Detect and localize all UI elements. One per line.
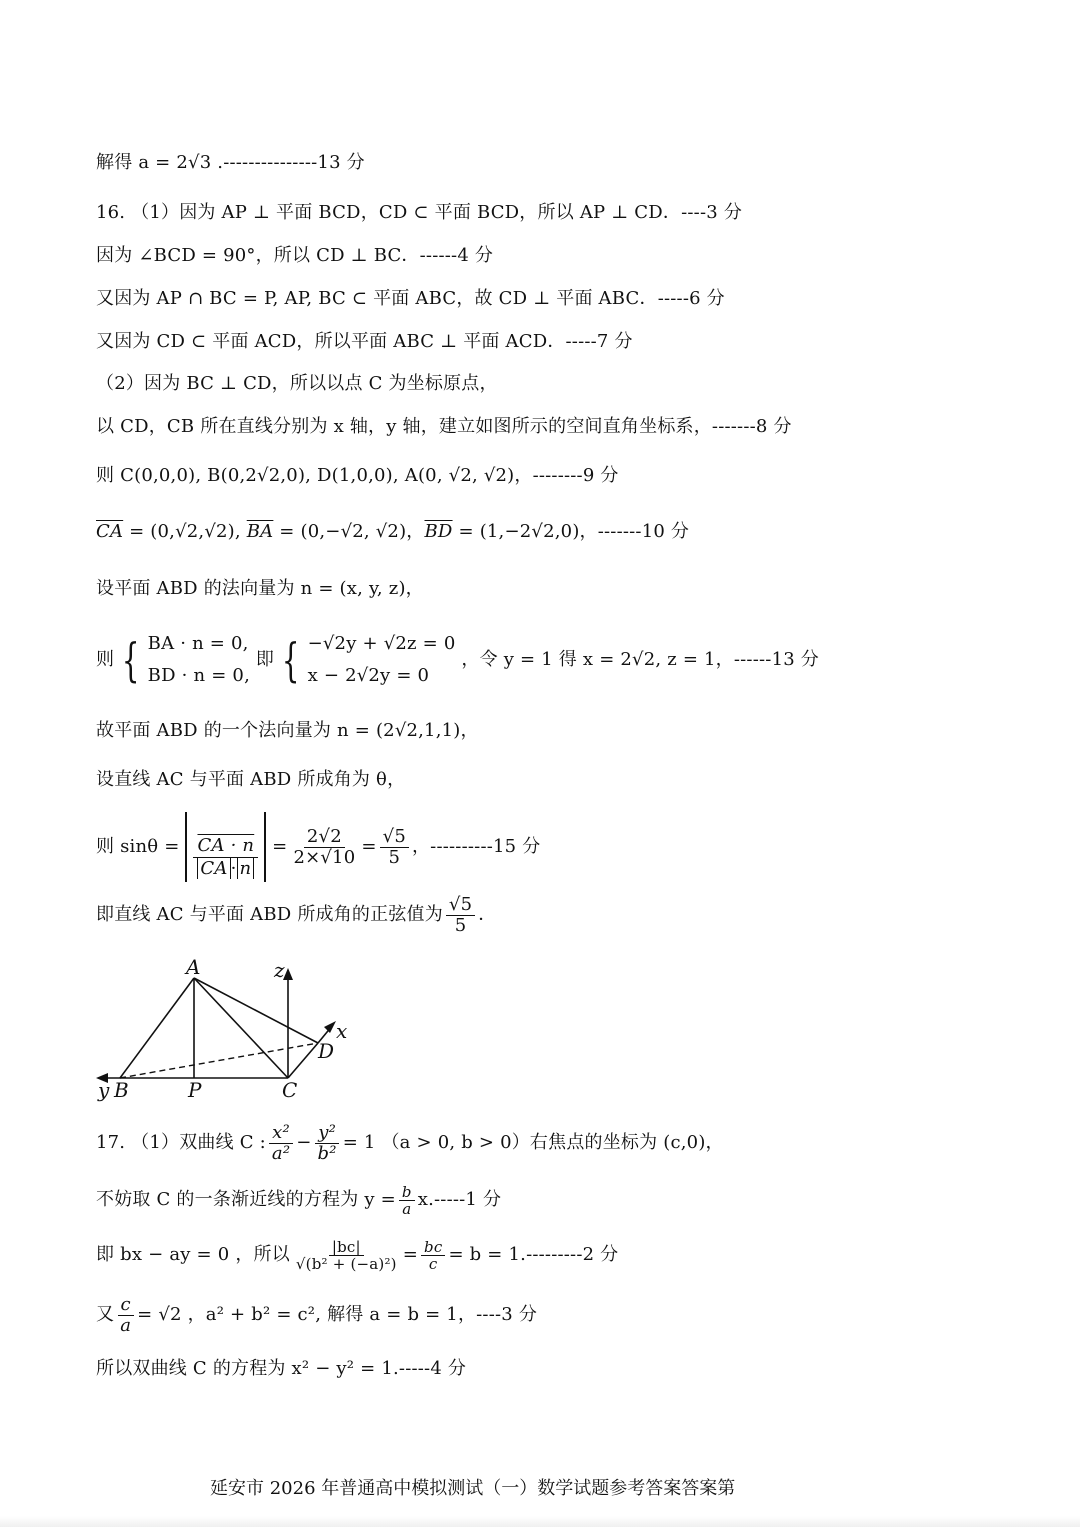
sine-fraction-2: $\frac{2√2}{2\times√10}$: [293, 825, 356, 868]
asymptote-frac: $\frac{b}{a}$: [399, 1184, 415, 1217]
edge-cd: [288, 1043, 318, 1078]
q16-sine-conclusion: [96, 888, 496, 942]
system1-row1: BA · n = 0,: [147, 633, 249, 654]
footer-fade: [735, 1466, 825, 1510]
sine-abs-fraction: $\frac{CA \cdot n}{\overline{CA} \cdot \overline{n}}$: [185, 812, 266, 882]
q16-part1-step4: 又因为 CD ⊂ 平面 ACD，所以平面 ABC ⊥ 平面 ACD．-----7 分: [96, 331, 633, 352]
ecc-frac: $\frac{c}{a}$: [117, 1295, 134, 1336]
distance-frac: $\frac{|bc|}{\text{√(b² + (−a)²)}}$: [295, 1237, 397, 1273]
distance-eq: =: [402, 1244, 419, 1265]
q17-eccentricity: [96, 1290, 537, 1340]
q16-coordinate-figure: [92, 950, 362, 1105]
label-z: z: [274, 958, 285, 982]
page-footer: 延安市 2026 年普通高中模拟测试（一）数学试题参考答案答案第: [210, 1478, 736, 1499]
system2-row2: x − 2√2y = 0: [307, 665, 430, 686]
label-d: D: [318, 1039, 335, 1063]
distance-suffix: = b = 1.---------2 分: [448, 1244, 619, 1265]
system-scalar-form: { −√2y + √2z = 0 x − 2√2y = 0: [274, 628, 455, 692]
q16-part2-vectors: [96, 519, 689, 545]
hyperbola-prefix: 17. （1）双曲线 C :: [96, 1132, 266, 1153]
label-a: A: [186, 955, 201, 979]
vector-bd: $\overline{BD}$: [424, 521, 453, 542]
label-c: C: [282, 1078, 298, 1102]
system1-row2: BD · n = 0,: [147, 665, 250, 686]
q16-part1-step1: 16. （1）因为 AP ⊥ 平面 BCD，CD ⊂ 平面 BCD，所以 AP ⊥ CD．----3 分: [96, 202, 743, 223]
vector-ca: $\overline{CA}$: [96, 521, 124, 542]
vector-ba: $\overline{BA}$: [246, 521, 274, 542]
ecc-prefix: 又: [96, 1304, 115, 1325]
vector-bd-value: = (1,−2√2,0)，-------10 分: [452, 521, 690, 542]
edge-ab: [120, 978, 194, 1078]
label-y: y: [98, 1078, 110, 1102]
vector-ca-value: = (0,√2,√2),: [123, 521, 247, 542]
hyperbola-suffix: = 1 （a > 0, b > 0）右焦点的坐标为 (c,0)，: [342, 1132, 724, 1153]
solution-line-a-value: 解得 a = 2√3 .---------------13 分: [96, 152, 365, 173]
label-p: P: [188, 1078, 202, 1102]
sine-prefix: 则 sinθ =: [96, 836, 180, 857]
q16-part2-axes: 以 CD，CB 所在直线分别为 x 轴，y 轴，建立如图所示的空间直角坐标系，-------8 分: [96, 416, 792, 437]
conclusion-text: 即直线 AC 与平面 ABD 所成角的正弦值为: [96, 904, 443, 925]
q17-part1-hyperbola: [96, 1118, 724, 1168]
abs-num: CA · n: [197, 835, 255, 856]
label-x: x: [336, 1019, 348, 1043]
q16-normal-vector-result: 故平面 ABD 的一个法向量为 n = (2√2,1,1)，: [96, 720, 479, 741]
asymptote-prefix: 不妨取 C 的一条渐近线的方程为 y =: [96, 1189, 396, 1210]
abs-den-b: $\overline{n}$: [237, 858, 255, 879]
conclusion-fraction: $\frac{√5}{5}$: [446, 895, 475, 936]
q16-part1-step3: 又因为 AP ∩ BC = P, AP, BC ⊂ 平面 ABC，故 CD ⊥ 平面 ABC．-----6 分: [96, 288, 725, 309]
q16-sine-computation: 则 sinθ = $\frac{CA \cdot n}{\overline{CA} \cdot \overline{n}}$ = $\frac{2√2}{2\times√10}$ = $\frac{√5}{5}$ ，----------15 分: [96, 812, 540, 882]
label-b: B: [114, 1078, 129, 1102]
q16-normal-vector-setup: 设平面 ABD 的法向量为 n = (x, y, z)，: [96, 578, 424, 599]
system-suffix: ，令 y = 1 得 x = 2√2, z = 1，------13 分: [461, 649, 819, 670]
ecc-suffix: = √2 ，a² + b² = c², 解得 a = b = 1，----3 分: [137, 1304, 538, 1325]
sine-suffix: ，----------15 分: [411, 836, 541, 857]
q16-normal-vector-system: [96, 628, 819, 692]
asymptote-suffix: x.-----1 分: [417, 1189, 502, 1210]
hyperbola-frac-y: $\frac{\text{y²}}{\text{b²}}$: [315, 1123, 340, 1164]
sine-fraction-3: $\frac{√5}{5}$: [380, 827, 409, 868]
q16-angle-setup: 设直线 AC 与平面 ABD 所成角为 θ，: [96, 769, 406, 790]
hyperbola-frac-x: $\frac{\text{x²}}{\text{a²}}$: [269, 1123, 293, 1164]
q17-asymptote: [96, 1180, 501, 1220]
q16-part2-origin: （2）因为 BC ⊥ CD，所以以点 C 为坐标原点，: [96, 373, 498, 394]
system-vector-form: { BA · n = 0, BD · n = 0,: [114, 628, 250, 692]
page-edge: [0, 1516, 1080, 1527]
vector-ba-value: = (0,−√2, √2)，: [273, 521, 425, 542]
q17-distance: [96, 1230, 618, 1280]
abs-den-a: $\overline{CA}$: [197, 858, 230, 879]
distance-frac2: $\frac{bc}{c}$: [421, 1239, 445, 1272]
axis-x-arrow: [324, 1021, 336, 1033]
system-mid: 即: [255, 649, 275, 670]
q16-part1-step2: 因为 ∠BCD = 90°，所以 CD ⊥ BC．------4 分: [96, 245, 494, 266]
hyperbola-minus: −: [296, 1132, 312, 1153]
conclusion-period: ．: [478, 904, 497, 925]
q17-equation: 所以双曲线 C 的方程为 x² − y² = 1.-----4 分: [96, 1358, 467, 1379]
edge-ad: [194, 978, 318, 1043]
edge-ac: [194, 978, 288, 1078]
q16-part2-coordinates: 则 C(0,0,0), B(0,2√2,0), D(1,0,0), A(0, √2, √2)，--------9 分: [96, 465, 619, 486]
system2-row1: −√2y + √2z = 0: [307, 633, 456, 654]
system-prefix: 则: [96, 649, 115, 670]
distance-prefix: 即 bx − ay = 0 ，所以: [96, 1244, 290, 1265]
